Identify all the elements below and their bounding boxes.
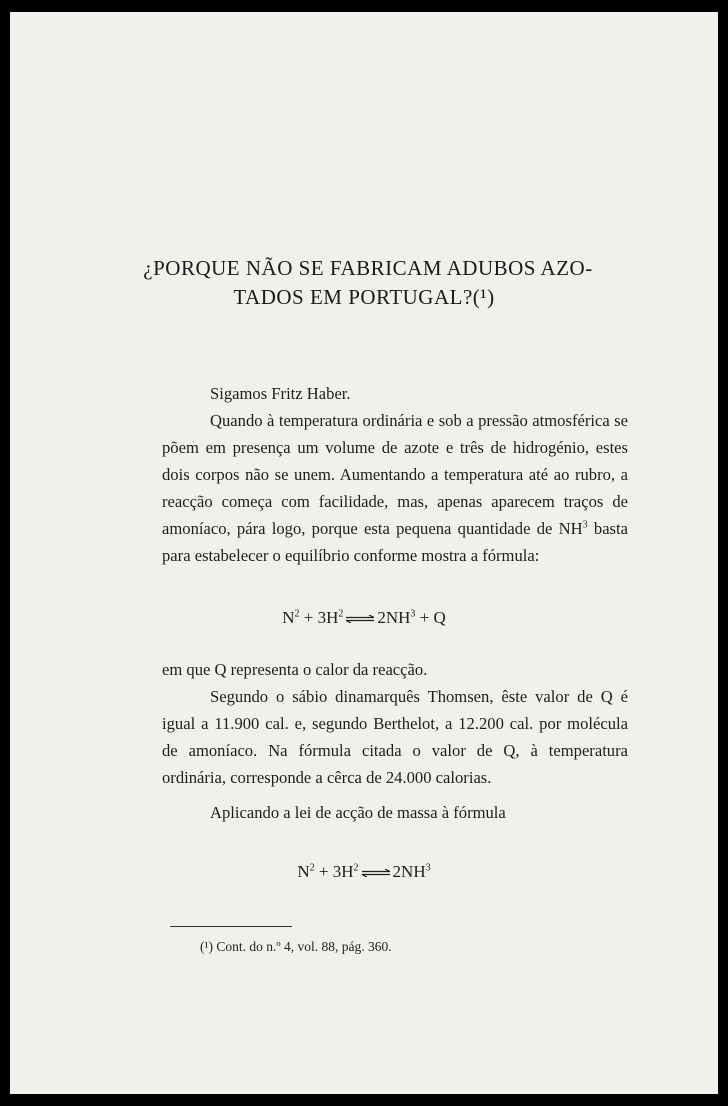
- paragraph-main: [162, 407, 628, 569]
- formula2-n: N: [297, 862, 310, 881]
- footnote: [200, 939, 392, 955]
- equilibrium-arrow-icon: [360, 869, 392, 877]
- document-page: [10, 12, 718, 1094]
- title-note-ref: (¹): [472, 285, 495, 309]
- formula2-plus-h: + 3H: [314, 862, 354, 881]
- formula-h-sup: 2: [338, 608, 344, 620]
- footnote-divider: [170, 926, 292, 927]
- formula-n-sup: 2: [294, 608, 300, 620]
- footnote-text: Cont. do n.º 4, vol. 88, pág. 360.: [213, 939, 392, 954]
- paragraph-intro: Sigamos Fritz Haber.: [210, 384, 351, 403]
- show-through: ⠀⠀⠀⠀⠀⠀⠀⠀⠀⠀⠀⠀⠀⠀⠀⠀⠀⠀⠀⠀⠀⠀⠀⠀⠀⠀⠀⠀⠀⠀⠀⠀⠀⠀⠀⠀⠀⠀⠀⠀⠀⠀⠀⠀⠀⠀⠀⠀: [160, 104, 688, 120]
- paragraph-main-sup: 3: [582, 519, 588, 531]
- formula-equilibrium: [10, 608, 718, 628]
- formula2-n-sup: 2: [309, 862, 315, 874]
- formula2-product-sup: 3: [425, 862, 431, 874]
- formula2-product: 2NH: [392, 862, 426, 881]
- formula2-h-sup: 2: [353, 862, 359, 874]
- body-block-1: [162, 380, 628, 569]
- formula-plus-h: + 3H: [299, 608, 339, 627]
- formula-mass-action: [10, 862, 718, 882]
- article-title-line-2: [10, 285, 718, 310]
- formula-n: N: [282, 608, 295, 627]
- formula-product-sup: 3: [410, 608, 416, 620]
- paragraph-heat: em que Q representa o calor da reacção.: [162, 660, 428, 679]
- paragraph-mass-action: Aplicando a lei de acção de massa à fórmula: [210, 803, 506, 822]
- paragraph-thomsen: Segundo o sábio dinamarquês Thomsen, êste valor de Q é igual a 11.900 cal. e, segundo Berthelot, a 12.200 cal. por molécula de amoníaco. Na fórmula citada o valor de Q, à temperatura ordinária, corresponde a cêrca de 24.000 calorias.: [162, 687, 628, 787]
- body-block-2: [162, 656, 628, 826]
- footnote-mark: (¹): [200, 939, 214, 954]
- equilibrium-arrow-icon: [344, 615, 376, 623]
- formula-plus-q: + Q: [415, 608, 446, 627]
- formula-product: 2NH: [377, 608, 411, 627]
- paragraph-main-text: Quando à temperatura ordinária e sob a pressão atmosférica se põem em presença um volume de azote e três de hidrogénio, estes dois corpos não se unem. Aumentando a temperatura até ao rubro, a reacção começa com facilidade, mas, apenas aparecem traços de amoníaco, pára logo, porque esta pequena quantidade de NH: [162, 411, 628, 538]
- title-text: TADOS EM PORTUGAL?: [233, 285, 473, 309]
- article-title-line-1: ¿PORQUE NÃO SE FABRICAM ADUBOS AZO-: [143, 256, 593, 280]
- paragraph-main-text-end: basta para estabelecer o equilíbrio conforme mostra a fórmula:: [162, 519, 628, 565]
